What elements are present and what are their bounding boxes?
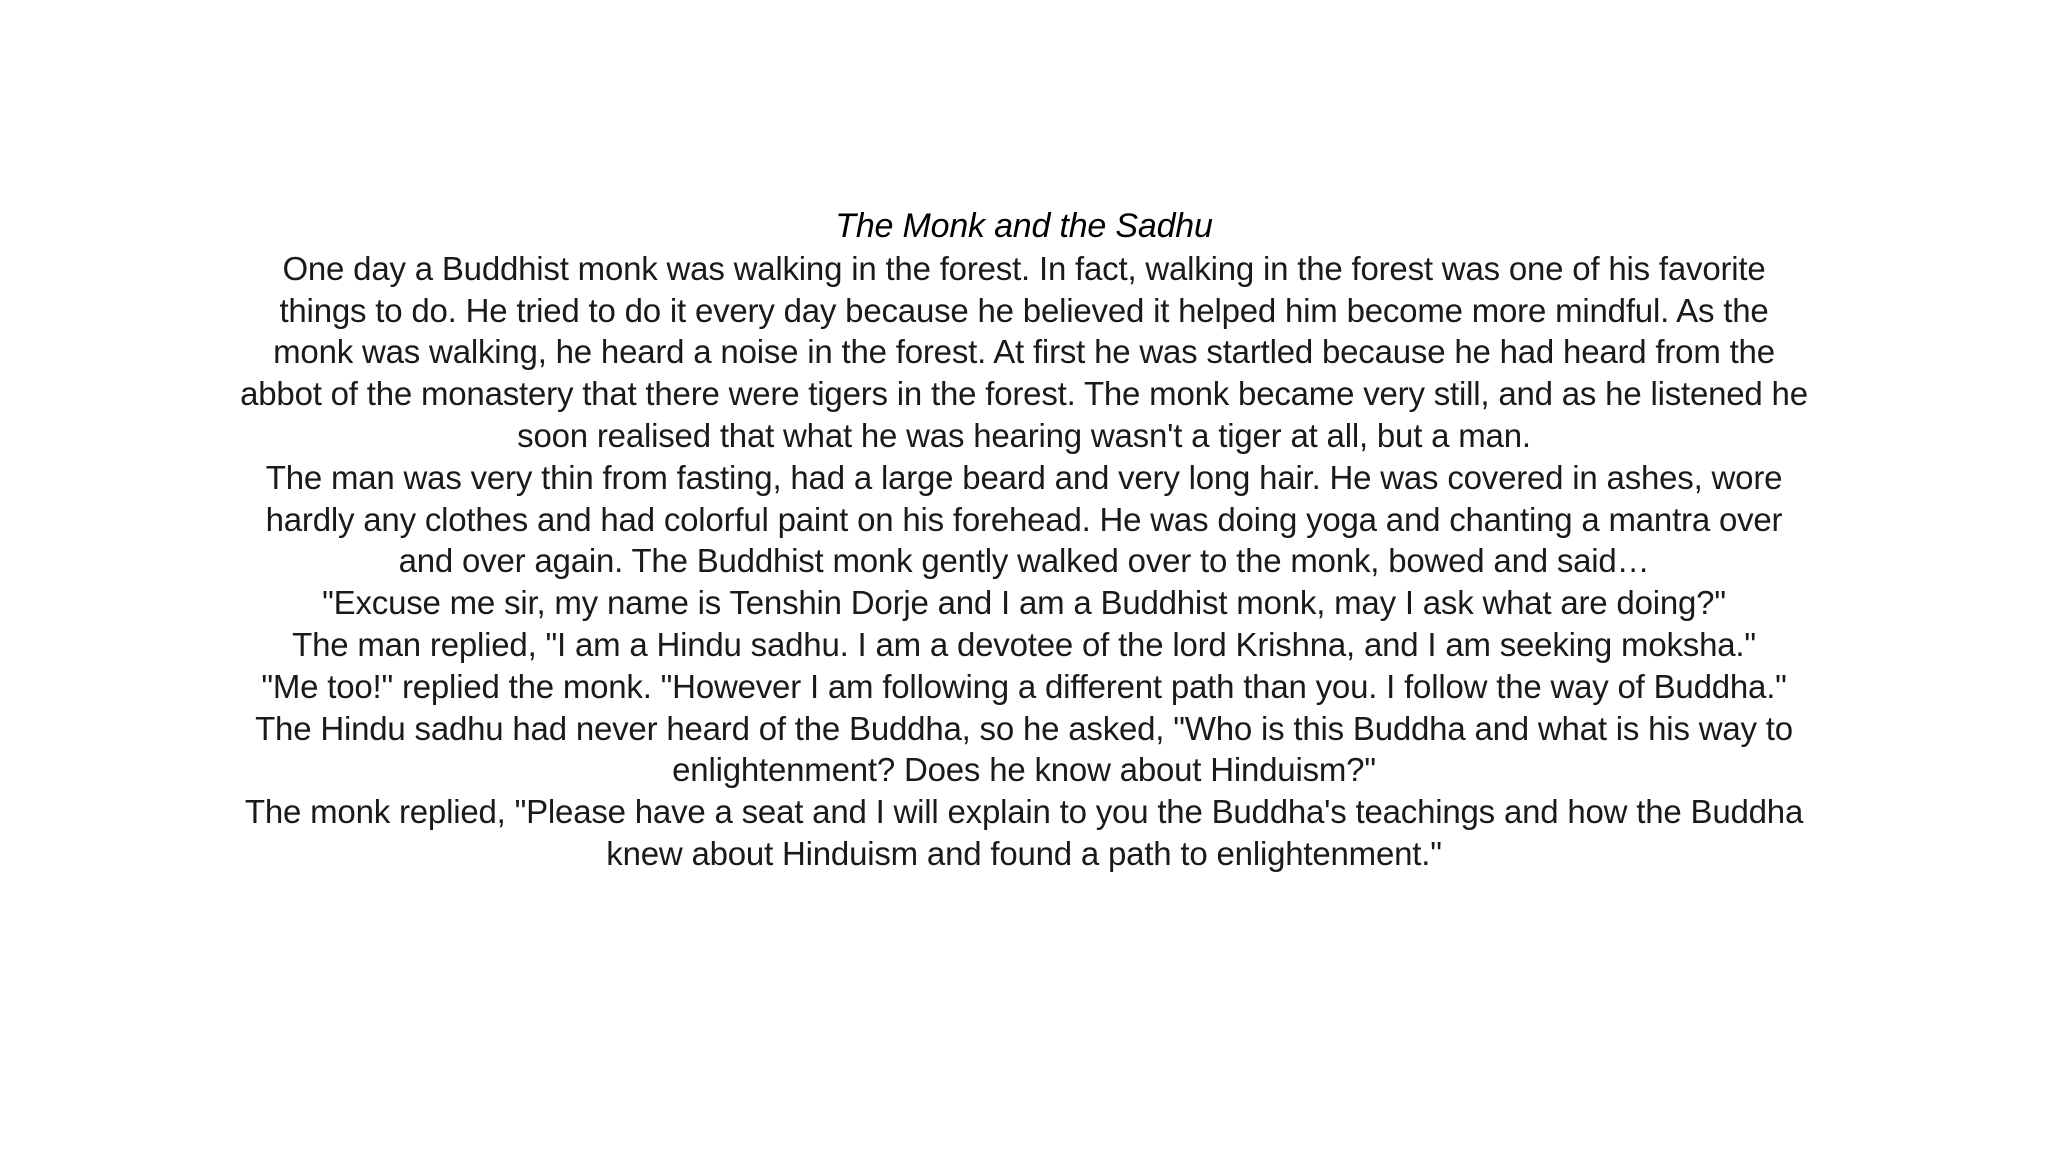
paragraph-monk-greeting: "Excuse me sir, my name is Tenshin Dorje and I am a Buddhist monk, may I ask what are doing?" [322,584,1726,622]
story-text-block [240,206,1808,875]
paragraph-monk-reply: "Me too!" replied the monk. "However I am following a different path than you. I follow the way of Buddha." [261,667,1787,705]
paragraph-monk-explanation: The monk replied, "Please have a seat and I will explain to you the Buddha's teachings and how the Buddha knew about Hinduism and found a path to enlightenment." [244,793,1804,872]
paragraph-sadhu-reply: The man replied, "I am a Hindu sadhu. I am a devotee of the lord Krishna, and I am seeking moksha." [292,625,1756,663]
paragraph-monk-walking: One day a Buddhist monk was walking in the forest. In fact, walking in the forest was one of his favorite things to do. He tried to do it every day because he believed it helped him become more mindful. As the monk was walking, he heard a noise in the forest. At first he was startled because he had heard from the abbot of the monastery that there were tigers in the forest. The monk became very still, and as he listened he soon realised that what he was hearing wasn't a tiger at all, but a man. [240,249,1808,454]
paragraph-sadhu-description: The man was very thin from fasting, had a large beard and very long hair. He was covered in ashes, wore hardly any clothes and had colorful paint on his forehead. He was doing yoga and chanting a mantra over and over again. The Buddhist monk gently walked over to the monk, bowed and said… [265,458,1783,580]
paragraph-sadhu-question: The Hindu sadhu had never heard of the Buddha, so he asked, "Who is this Buddha and what is his way to enlightenment? Does he know about Hinduism?" [255,709,1793,789]
story-title: The Monk and the Sadhu [835,207,1213,245]
